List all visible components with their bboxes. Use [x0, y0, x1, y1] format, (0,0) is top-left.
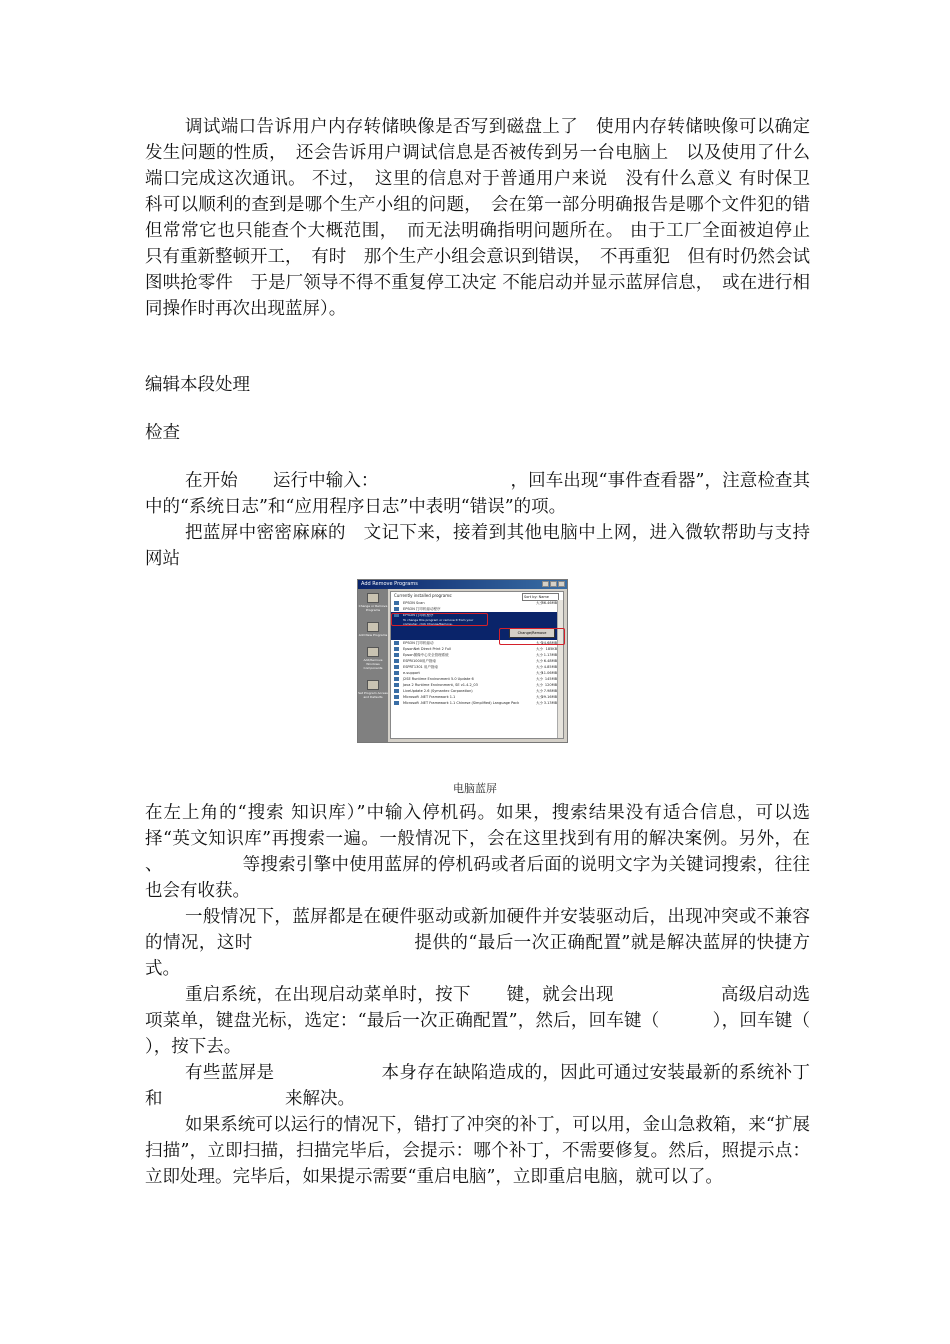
program-icon	[394, 695, 399, 699]
program-row: EpsonNet Direct Print 2 Full 大小 185KB	[391, 646, 563, 652]
paragraph-debug-port: 调试端口告诉用户内存转储映像是否写到磁盘上了 使用内存转储映像可以确定发生问题的性质， 还会告诉用户调试信息是否被传到另一台电脑上 以及使用了什么端口完成这次通讯。 不过， 这里的信息对于普通用户来说 没有什么意义 有时保卫科可以顺利的查到是哪个生产小组的问题， 会在第一部分明确报告是哪个文件犯的错 但常常它也只能查个大概范围， 而无法明确指明问题所在。 由于工厂全面被迫停止 只有重新整顿开工， 有时 那个生产小组会意识到错误， 不再重犯 但有时仍然会试图哄抢零件 于是厂领导不得不重复停工决定 不能启动并显示蓝屏信息， 或在进行相同操作时再次出现蓝屏）。	[145, 117, 828, 319]
paragraph-rescue-toolbox: 如果系统可以运行的情况下，错打了冲突的补丁，可以用，金山急救箱，来“扩展扫描”，立即扫描，扫描完毕后，会提示：哪个补丁，不需要修复。然后，照提示点：立即处理。完毕后，如果提示需要“重启电脑”，立即重启电脑，就可以了。	[145, 1115, 810, 1187]
program-row: EPSON 打印机驱动程序	[391, 606, 563, 612]
window-sidebar	[358, 589, 388, 742]
cd-icon	[367, 622, 379, 632]
program-list	[391, 640, 563, 706]
program-list-header: Currently installed programs: Sort by: Name	[391, 592, 563, 600]
program-row: ESPRI1000用户指南 大小 6.48MB	[391, 658, 563, 664]
paragraph-record-bluescreen: 把蓝屏中密密麻麻的 文记下来，接着到其他电脑中上网，进入微软帮助与支持网站	[145, 523, 810, 569]
selected-program-hint: To change this program or remove it from your computer, click Change/Remove.	[403, 618, 474, 626]
program-icon	[394, 689, 399, 693]
scrollbar	[557, 600, 563, 738]
program-row: Java 2 Runtime Environment, SE v1.4.2_03 大小 120MB	[391, 682, 563, 688]
program-icon	[394, 665, 399, 669]
program-row: ESPRT1301 用户指南 大小 4.85MB	[391, 664, 563, 670]
program-icon	[394, 677, 399, 681]
paragraph-last-known-good: 一般情况下，蓝屏都是在硬件驱动或新加硬件并安装驱动后，出现冲突或不兼容的情况，这时 提供的“最后一次正确配置”就是解决蓝屏的快捷方式。	[145, 907, 810, 979]
add-remove-programs-screenshot	[357, 579, 568, 743]
highlight-change-remove	[499, 628, 565, 645]
program-row: EPSON 打印机驱动 大小 24.68MB	[391, 640, 563, 646]
program-icon	[394, 641, 399, 645]
program-row: EPSON Scan 大小 36.46MB	[391, 600, 563, 606]
minimize-icon	[542, 581, 549, 587]
maximize-icon	[550, 581, 557, 587]
program-row: LiveUpdate 2.6 (Symantec Corporation) 大小 7.98MB	[391, 688, 563, 694]
section-heading-check: 检查	[145, 423, 180, 443]
change-remove-button: Change/Remove	[509, 628, 555, 638]
close-icon	[558, 581, 565, 587]
program-icon	[394, 601, 399, 605]
highlight-selected-program	[391, 613, 488, 626]
sidebar-item-change-remove: Change or Remove Programs	[358, 593, 388, 612]
program-row: J2SE Runtime Environment 5.0 Update 6 大小 145MB	[391, 676, 563, 682]
program-icon	[394, 659, 399, 663]
paragraph-restart-system: 重启系统，在出现启动菜单时，按下 键，就会出现 高级启动选项菜单，键盘光标，选定：“最后一次正确配置”，然后，回车键（ ），回车键（ ），按下去。	[145, 985, 863, 1057]
paragraph-search-knowledge-base: 在左上角的“搜索 知识库）”中输入停机码。如果，搜索结果没有适合信息，可以选择“英文知识库”再搜索一遍。一般情况下，会在这里找到有用的解决案例。另外，在 、 等搜索引擎中使用蓝屏的停机码或者后面的说明文字为关键词搜索，往往也会有收获。	[145, 803, 880, 901]
program-icon	[394, 701, 399, 705]
program-icon	[394, 607, 399, 611]
paragraph-event-viewer: 在开始 运行中输入： ，回车出现“事件查看器”，注意检查其中的“系统日志”和“应用程序日志”中表明“错误”的项。	[145, 471, 810, 517]
sidebar-item-access-defaults: Set Program Access and Defaults	[358, 680, 388, 699]
window-titlebar	[358, 580, 567, 589]
windows-icon	[367, 647, 379, 657]
selected-program-row: EPSON 打印机程序	[391, 612, 563, 618]
window-title: Add Remove Programs	[361, 581, 418, 587]
sidebar-item-add-new: Add New Programs	[359, 622, 387, 637]
program-row: Microsoft .NET Framework 1.1 Chinese (Simplified) Language Pack 大小 3.13MB	[391, 700, 563, 706]
program-icon	[394, 671, 399, 675]
paragraph-system-patch: 有些蓝屏是 本身存在缺陷造成的，因此可通过安装最新的系统补丁和 来解决。	[145, 1063, 810, 1109]
program-icon	[394, 647, 399, 651]
globe-icon	[367, 680, 379, 690]
program-icon	[394, 653, 399, 657]
figure-caption: 电脑蓝屏	[453, 782, 497, 795]
sidebar-item-windows-components: Add/Remove Windows Components	[358, 647, 388, 670]
cd-box-icon	[367, 593, 379, 603]
program-row: e-support 大小 11.06MB	[391, 670, 563, 676]
section-heading-handling: 编辑本段处理	[145, 375, 250, 395]
program-row: Microsoft .NET Framework 1.1 大小 29.16MB	[391, 694, 563, 700]
program-icon	[394, 683, 399, 687]
program-row: Epson图像中心安全管理系统 大小 1.13MB	[391, 652, 563, 658]
sort-select: Sort by: Name	[522, 593, 559, 601]
